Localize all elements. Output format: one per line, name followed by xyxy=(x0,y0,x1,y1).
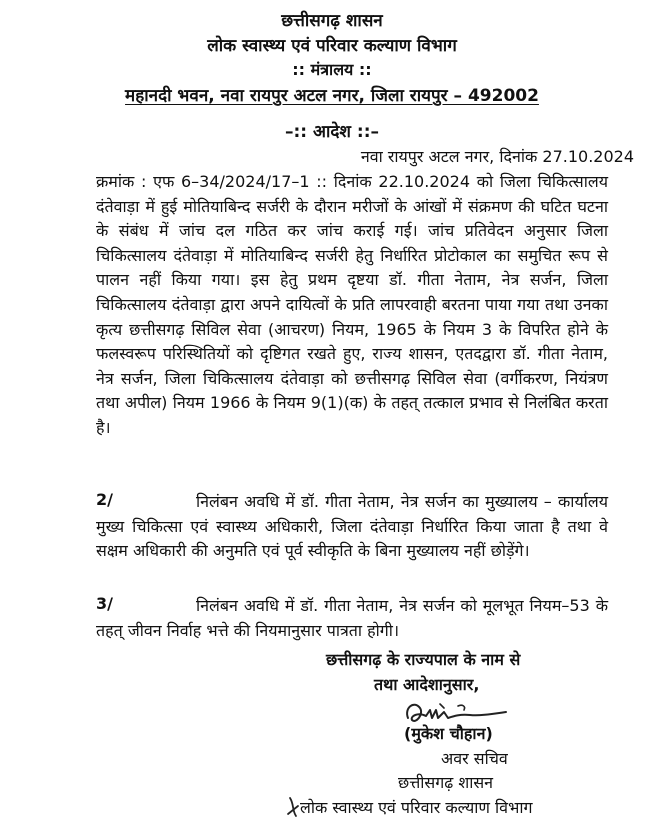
header-department: लोक स्वास्थ्य एवं परिवार कल्याण विभाग xyxy=(207,36,457,56)
paragraph-3: निलंबन अवधि में डॉ. गीता नेताम, नेत्र सर्जन को मूलभूत नियम–53 के तहत् जीवन निर्वाह भत्ते की नियमानुसार पात्रता होगी। xyxy=(96,596,608,640)
paragraph-2-number: 2/ xyxy=(96,490,113,509)
order-date-line: नवा रायपुर अटल नगर, दिनांक 27.10.2024 xyxy=(360,147,634,166)
signature-order-line: तथा आदेशानुसार, xyxy=(374,675,480,694)
signature-authority-line: छत्तीसगढ़ के राज्यपाल के नाम से xyxy=(326,650,521,669)
paragraph-1: क्रमांक : एफ 6–34/2024/17–1 :: दिनांक 22.10.2024 को जिला चिकित्सालय दंतेवाड़ा में हुई मोतियाबिन्द सर्जरी के दौरान मरीजों के आंखों में संक्रमण की घटित घटना के संबंध में जांच दल गठित कर जांच कराई गई। जांच प्रतिवेदन अनुसार जिला चिकित्सालय दंतेवाड़ा में मोतियाबिन्द सर्जरी हेतु निर्धारित प्रोटोकाल का समुचित रूप से पालन नहीं किया गया। इस हेतु प्रथम दृष्टया डॉ. गीता नेताम, नेत्र सर्जन, जिला चिकित्सालय दंतेवाड़ा द्वारा अपने दायित्वों के प्रति लापरवाही बरतना पाया गया तथा उनका कृत्य छत्तीसगढ़ सिविल सेवा (आचरण) नियम, 1965 के नियम 3 के विपरित होने के फलस्वरूप परिस्थितियों को दृष्टिगत रखते हुए, राज्य शासन, एतदद्वारा डॉ. गीता नेताम, नेत्र सर्जन, जिला चिकित्सालय दंतेवाड़ा को छत्तीसगढ़ सिविल सेवा (वर्गीकरण, नियंत्रण तथा अपील) नियम 1966 के नियम 9(1)(क) के तहत् तत्काल प्रभाव से निलंबित करता है। xyxy=(96,172,608,437)
paragraph-2: निलंबन अवधि में डॉ. गीता नेताम, नेत्र सर्जन का मुख्यालय – कार्यालय मुख्य चिकित्सा एवं स्वास्थ्य अधिकारी, जिला दंतेवाड़ा निर्धारित किया जाता है तथा वे सक्षम अधिकारी की अनुमति एवं पूर्व स्वीकृति के बिना मुख्यालय नहीं छोड़ेंगे। xyxy=(96,492,608,561)
header-government: छत्तीसगढ़ शासन xyxy=(281,11,383,31)
header-address: महानदी भवन, नवा रायपुर अटल नगर, जिला रायपुर – 492002 xyxy=(125,86,539,106)
order-title: –:: आदेश ::– xyxy=(285,122,379,142)
paragraph-3-number: 3/ xyxy=(96,594,113,613)
header-ministry: :: मंत्रालय :: xyxy=(292,60,372,79)
officer-government: छत्तीसगढ़ शासन xyxy=(398,773,494,792)
officer-name: (मुकेश चौहान) xyxy=(404,724,493,743)
officer-department: लोक स्वास्थ्य एवं परिवार कल्याण विभाग xyxy=(300,798,533,817)
officer-designation: अवर सचिव xyxy=(441,749,508,768)
